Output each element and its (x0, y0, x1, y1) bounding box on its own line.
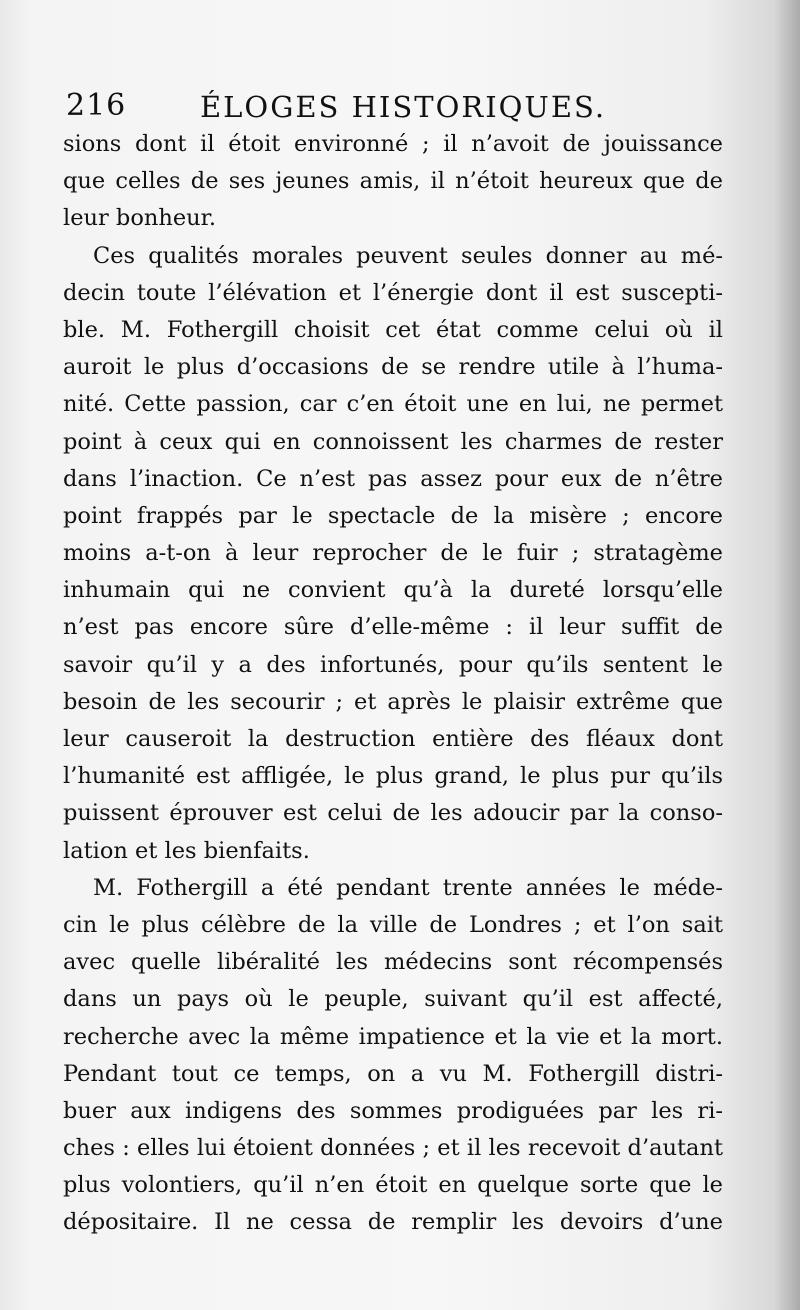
text-line: M. Fothergill a été pendant trente années le méde- (93, 874, 723, 901)
text-line: sions dont il étoit environné ; il n’avoit de jouissance (63, 131, 723, 157)
text-line: dépositaire. Il ne cessa de remplir les devoirs d’une (63, 1209, 723, 1236)
text-line: plus volontiers, qu’il n’en étoit en quelque sorte que le (63, 1172, 723, 1199)
text-line: point à ceux qui en connoissent les charmes de rester (63, 428, 723, 455)
text-line: leur causeroit la destruction entière des fléaux dont (63, 726, 723, 752)
text-line: Ces qualités morales peuvent seules donner au mé- (93, 242, 723, 269)
text-line: dans l’inaction. Ce n’est pas assez pour eux de n’être (63, 465, 723, 492)
page-number: 216 (66, 88, 127, 123)
text-line: avec quelle libéralité les médecins sont récompensés (63, 949, 723, 976)
text-line: dans un pays où le peuple, suivant qu’il est affecté, (63, 986, 723, 1013)
text-line: leur bonheur. (63, 205, 217, 232)
text-line: buer aux indigens des sommes prodiguées par les ri- (63, 1097, 723, 1124)
text-line: nité. Cette passion, car c’en étoit une en lui, ne permet (63, 391, 723, 418)
text-line: puissent éprouver est celui de les adoucir par la conso- (63, 800, 723, 827)
text-line: ches : elles lui étoient données ; et il les recevoit d’autant (63, 1135, 723, 1162)
text-line: besoin de les secourir ; et après le plaisir extrême que (63, 688, 723, 715)
text-line: decin toute l’élévation et l’énergie dont il est suscepti- (63, 279, 723, 306)
text-line: cin le plus célèbre de la ville de Londres ; et l’on sait (63, 911, 723, 938)
text-line: ble. M. Fothergill choisit cet état comme celui où il (63, 316, 723, 343)
page-header (66, 84, 726, 128)
text-line: point frappés par le spectacle de la misère ; encore (63, 502, 723, 529)
text-line: savoir qu’il y a des infortunés, pour qu’ils sentent le (63, 651, 723, 678)
text-line: lation et les bienfaits. (63, 837, 310, 864)
text-line: auroit le plus d’occasions de se rendre utile à l’huma- (63, 354, 723, 381)
body-text (63, 126, 723, 1242)
text-line: recherche avec la même impatience et la vie et la mort. (63, 1023, 723, 1050)
text-line: moins a-t-on à leur reprocher de le fuir ; stratagème (63, 540, 723, 567)
text-line: l’humanité est affligée, le plus grand, le plus pur qu’ils (63, 763, 723, 790)
text-line: Pendant tout ce temps, on a vu M. Fothergill distri- (63, 1060, 723, 1087)
text-line: que celles de ses jeunes amis, il n’étoit heureux que de (63, 168, 723, 195)
running-title: ÉLOGES HISTORIQUES. (200, 90, 607, 124)
text-line: n’est pas encore sûre d’elle-même : il leur suffit de (63, 614, 723, 641)
text-line: inhumain qui ne convient qu’à la dureté lorsqu’elle (63, 577, 723, 604)
page-edge-shadow (774, 0, 800, 1310)
